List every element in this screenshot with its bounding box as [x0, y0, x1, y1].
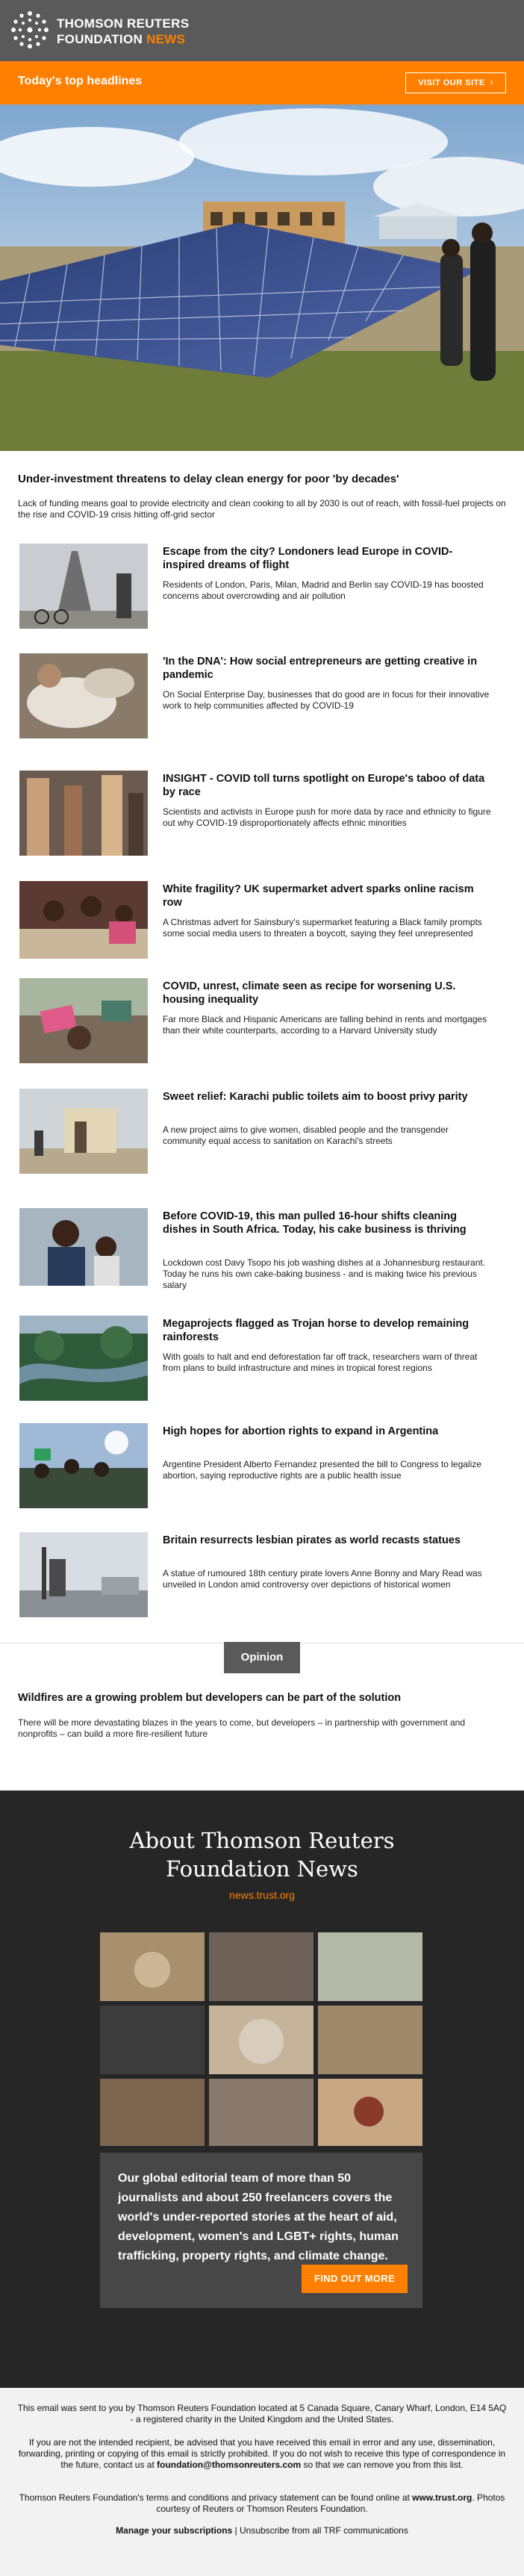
lead-story-summary: Lack of funding means goal to provide electricity and clean cooking to all by 2030 is out of reach, with fossil-fuel projects on the rise and COVID-19 crisis hitting off-grid sector [18, 498, 506, 520]
pirate-statue-thumbnail-graphic [19, 1532, 148, 1617]
story-title[interactable]: 'In the DNA': How social entrepreneurs are getting creative in pandemic [163, 656, 478, 681]
story-thumbnail[interactable] [19, 1532, 148, 1617]
footer-subscription-links [15, 2525, 509, 2536]
street-crowd-thumbnail-graphic [19, 771, 148, 856]
karachi-toilet-thumbnail-graphic [19, 1089, 148, 1174]
story-item[interactable] [19, 1532, 505, 1620]
trust-org-link[interactable]: www.trust.org [412, 2492, 472, 2503]
story-item[interactable] [19, 544, 505, 632]
trf-logo-icon [10, 10, 49, 49]
visit-site-button[interactable] [405, 72, 506, 93]
story-summary: Scientists and activists in Europe push for more data by race and ethnicity to figure out why COVID-19 disproportionately affects ethnic minorities [163, 806, 491, 828]
hero-image[interactable] [0, 105, 524, 451]
footer-disclaimer [15, 2437, 509, 2471]
visit-site-label: VISIT OUR SITE [418, 78, 485, 87]
chevron-right-icon: › [490, 78, 493, 87]
story-item[interactable] [19, 1316, 505, 1404]
story-title[interactable]: Escape from the city? Londoners lead Europe in COVID-inspired dreams of flight [163, 546, 453, 571]
headline-band [0, 61, 524, 105]
site-link[interactable]: news.trust.org [229, 1889, 295, 1901]
brand-bar [0, 0, 524, 61]
story-title[interactable]: Britain resurrects lesbian pirates as world recasts statues [163, 1534, 461, 1546]
story-summary: With goals to halt and end deforestation far off track, researchers warn of threat from plans to build infrastructure and mines in tropical forest regions [163, 1351, 478, 1373]
cake-baker-thumbnail-graphic [19, 1208, 148, 1286]
story-title[interactable]: COVID, unrest, climate seen as recipe for worsening U.S. housing inequality [163, 980, 456, 1006]
story-title[interactable]: High hopes for abortion rights to expand in Argentina [163, 1425, 439, 1437]
lead-story[interactable] [18, 472, 506, 520]
story-summary: A new project aims to give women, disabled people and the transgender community equal access to sanitation on Karachi's streets [163, 1124, 449, 1146]
brand-line-1: THOMSON REUTERS [57, 16, 190, 31]
about-title-line-2: Foundation News [166, 1856, 358, 1882]
contact-email-link[interactable]: foundation@thomsonreuters.com [157, 2460, 302, 2470]
about-card [100, 2153, 422, 2308]
story-summary: Far more Black and Hispanic Americans are falling behind in rents and mortgages than their white counterparts, according to a Harvard University study [163, 1014, 487, 1036]
rainforest-thumbnail-graphic [19, 1316, 148, 1401]
about-section [0, 1791, 524, 2388]
story-item[interactable] [19, 1423, 505, 1511]
story-thumbnail[interactable] [19, 1208, 148, 1286]
opinion-badge: Opinion [224, 1642, 300, 1673]
story-summary: Lockdown cost Davy Tsopo his job washing dishes at a Johannesburg restaurant. Today he runs his own cake-baking business - and is making twice his previous salary [163, 1257, 486, 1290]
footer-disclaimer-text: If you are not the intended recipient, be advised that you have received this email in error and any use, dissemination, forwarding, printing or copying of this email is strictly prohibited. If you do not wish to receive this type of correspondence in the future, contact us at [18, 2437, 506, 2470]
footer-separator: | [232, 2525, 240, 2536]
story-thumbnail[interactable] [19, 1423, 148, 1508]
story-item[interactable] [19, 1089, 505, 1177]
story-summary: A Christmas advert for Sainsbury's supermarket featuring a Black family prompts some social media users to threaten a boycott, saying they feel unrepresented [163, 917, 482, 939]
housing-protest-thumbnail-graphic [19, 978, 148, 1063]
story-thumbnail[interactable] [19, 881, 148, 959]
footer-terms [15, 2492, 509, 2515]
story-summary: On Social Enterprise Day, businesses that do good are in focus for their innovative work to help communities affected by COVID-19 [163, 689, 490, 711]
family-dinner-thumbnail-graphic [19, 881, 148, 959]
about-title [0, 1826, 524, 1883]
story-thumbnail[interactable] [19, 544, 148, 629]
section-title: Today's top headlines [18, 75, 143, 87]
story-item[interactable] [19, 978, 505, 1066]
eiffel-tower-thumbnail-graphic [19, 544, 148, 629]
story-thumbnail[interactable] [19, 1089, 148, 1174]
solar-farm-illustration [0, 105, 524, 451]
opinion-title[interactable]: Wildfires are a growing problem but developers can be part of the solution [18, 1692, 402, 1704]
footer [0, 2388, 524, 2576]
crafts-thumbnail-graphic [19, 653, 148, 738]
story-title[interactable]: INSIGHT - COVID toll turns spotlight on Europe's taboo of data by race [163, 773, 485, 798]
manage-subscriptions-link[interactable]: Manage your subscriptions [116, 2525, 233, 2536]
story-item[interactable] [19, 771, 505, 859]
opinion-summary: There will be more devastating blazes in the years to come, but developers – in partnership with government and nonprofits – can build a more fire-resilient future [18, 1717, 465, 1739]
story-title[interactable]: Megaprojects flagged as Trojan horse to develop remaining rainforests [163, 1318, 470, 1343]
footer-terms-end: . Photos courtesy of Reuters or Thomson Reuters Foundation. [156, 2492, 505, 2514]
about-title-line-1: About Thomson Reuters [129, 1828, 395, 1853]
story-thumbnail[interactable] [19, 653, 148, 738]
about-card-text: Our global editorial team of more than 50 journalists and about 250 freelancers covers the world's under-reported stories at the heart of aid, development, women's and LGBT+ rights, human trafficking, property rights, and climate change. [118, 2172, 399, 2262]
story-summary: Residents of London, Paris, Milan, Madrid and Berlin say COVID-19 has boosted concerns about overcrowding and air pollution [163, 579, 484, 601]
brand-foundation: FOUNDATION [57, 32, 143, 46]
story-thumbnail[interactable] [19, 771, 148, 856]
story-title[interactable]: White fragility? UK supermarket advert sparks online racism row [163, 883, 474, 909]
photo-mosaic [100, 1932, 422, 2146]
story-item[interactable] [19, 881, 505, 969]
find-out-more-button[interactable]: FIND OUT MORE [302, 2265, 408, 2293]
brand-line-2 [57, 32, 185, 47]
story-thumbnail[interactable] [19, 978, 148, 1063]
footer-disclaimer-end: so that we can remove you from this list. [301, 2460, 464, 2470]
brand-news: NEWS [146, 32, 186, 46]
story-item[interactable] [19, 1208, 505, 1296]
footer-address: This email was sent to you by Thomson Reuters Foundation located at 5 Canada Square, Canary Wharf, London, E14 5AQ - a registered charity in the United Kingdom and the United States. [17, 2403, 507, 2424]
story-summary: A statue of rumoured 18th century pirate lovers Anne Bonny and Mary Read was unveiled in London amid controversy over depictions of historical women [163, 1568, 482, 1590]
lead-story-title[interactable]: Under-investment threatens to delay clean energy for poor 'by decades' [18, 473, 399, 485]
story-item[interactable] [19, 653, 505, 741]
story-title[interactable]: Before COVID-19, this man pulled 16-hour shifts cleaning dishes in South Africa. Today, his cake business is thriving [163, 1210, 467, 1236]
story-title[interactable]: Sweet relief: Karachi public toilets aim to boost privy parity [163, 1091, 468, 1103]
story-summary: Argentine President Alberto Fernandez presented the bill to Congress to legalize abortion, saying reproductive rights are a public health issue [163, 1459, 481, 1481]
story-thumbnail[interactable] [19, 1316, 148, 1401]
footer-terms-text: Thomson Reuters Foundation's terms and conditions and privacy statement can be found online at [19, 2492, 413, 2503]
argentina-rally-thumbnail-graphic [19, 1423, 148, 1508]
unsubscribe-link[interactable]: Unsubscribe from all TRF communications [239, 2525, 408, 2536]
